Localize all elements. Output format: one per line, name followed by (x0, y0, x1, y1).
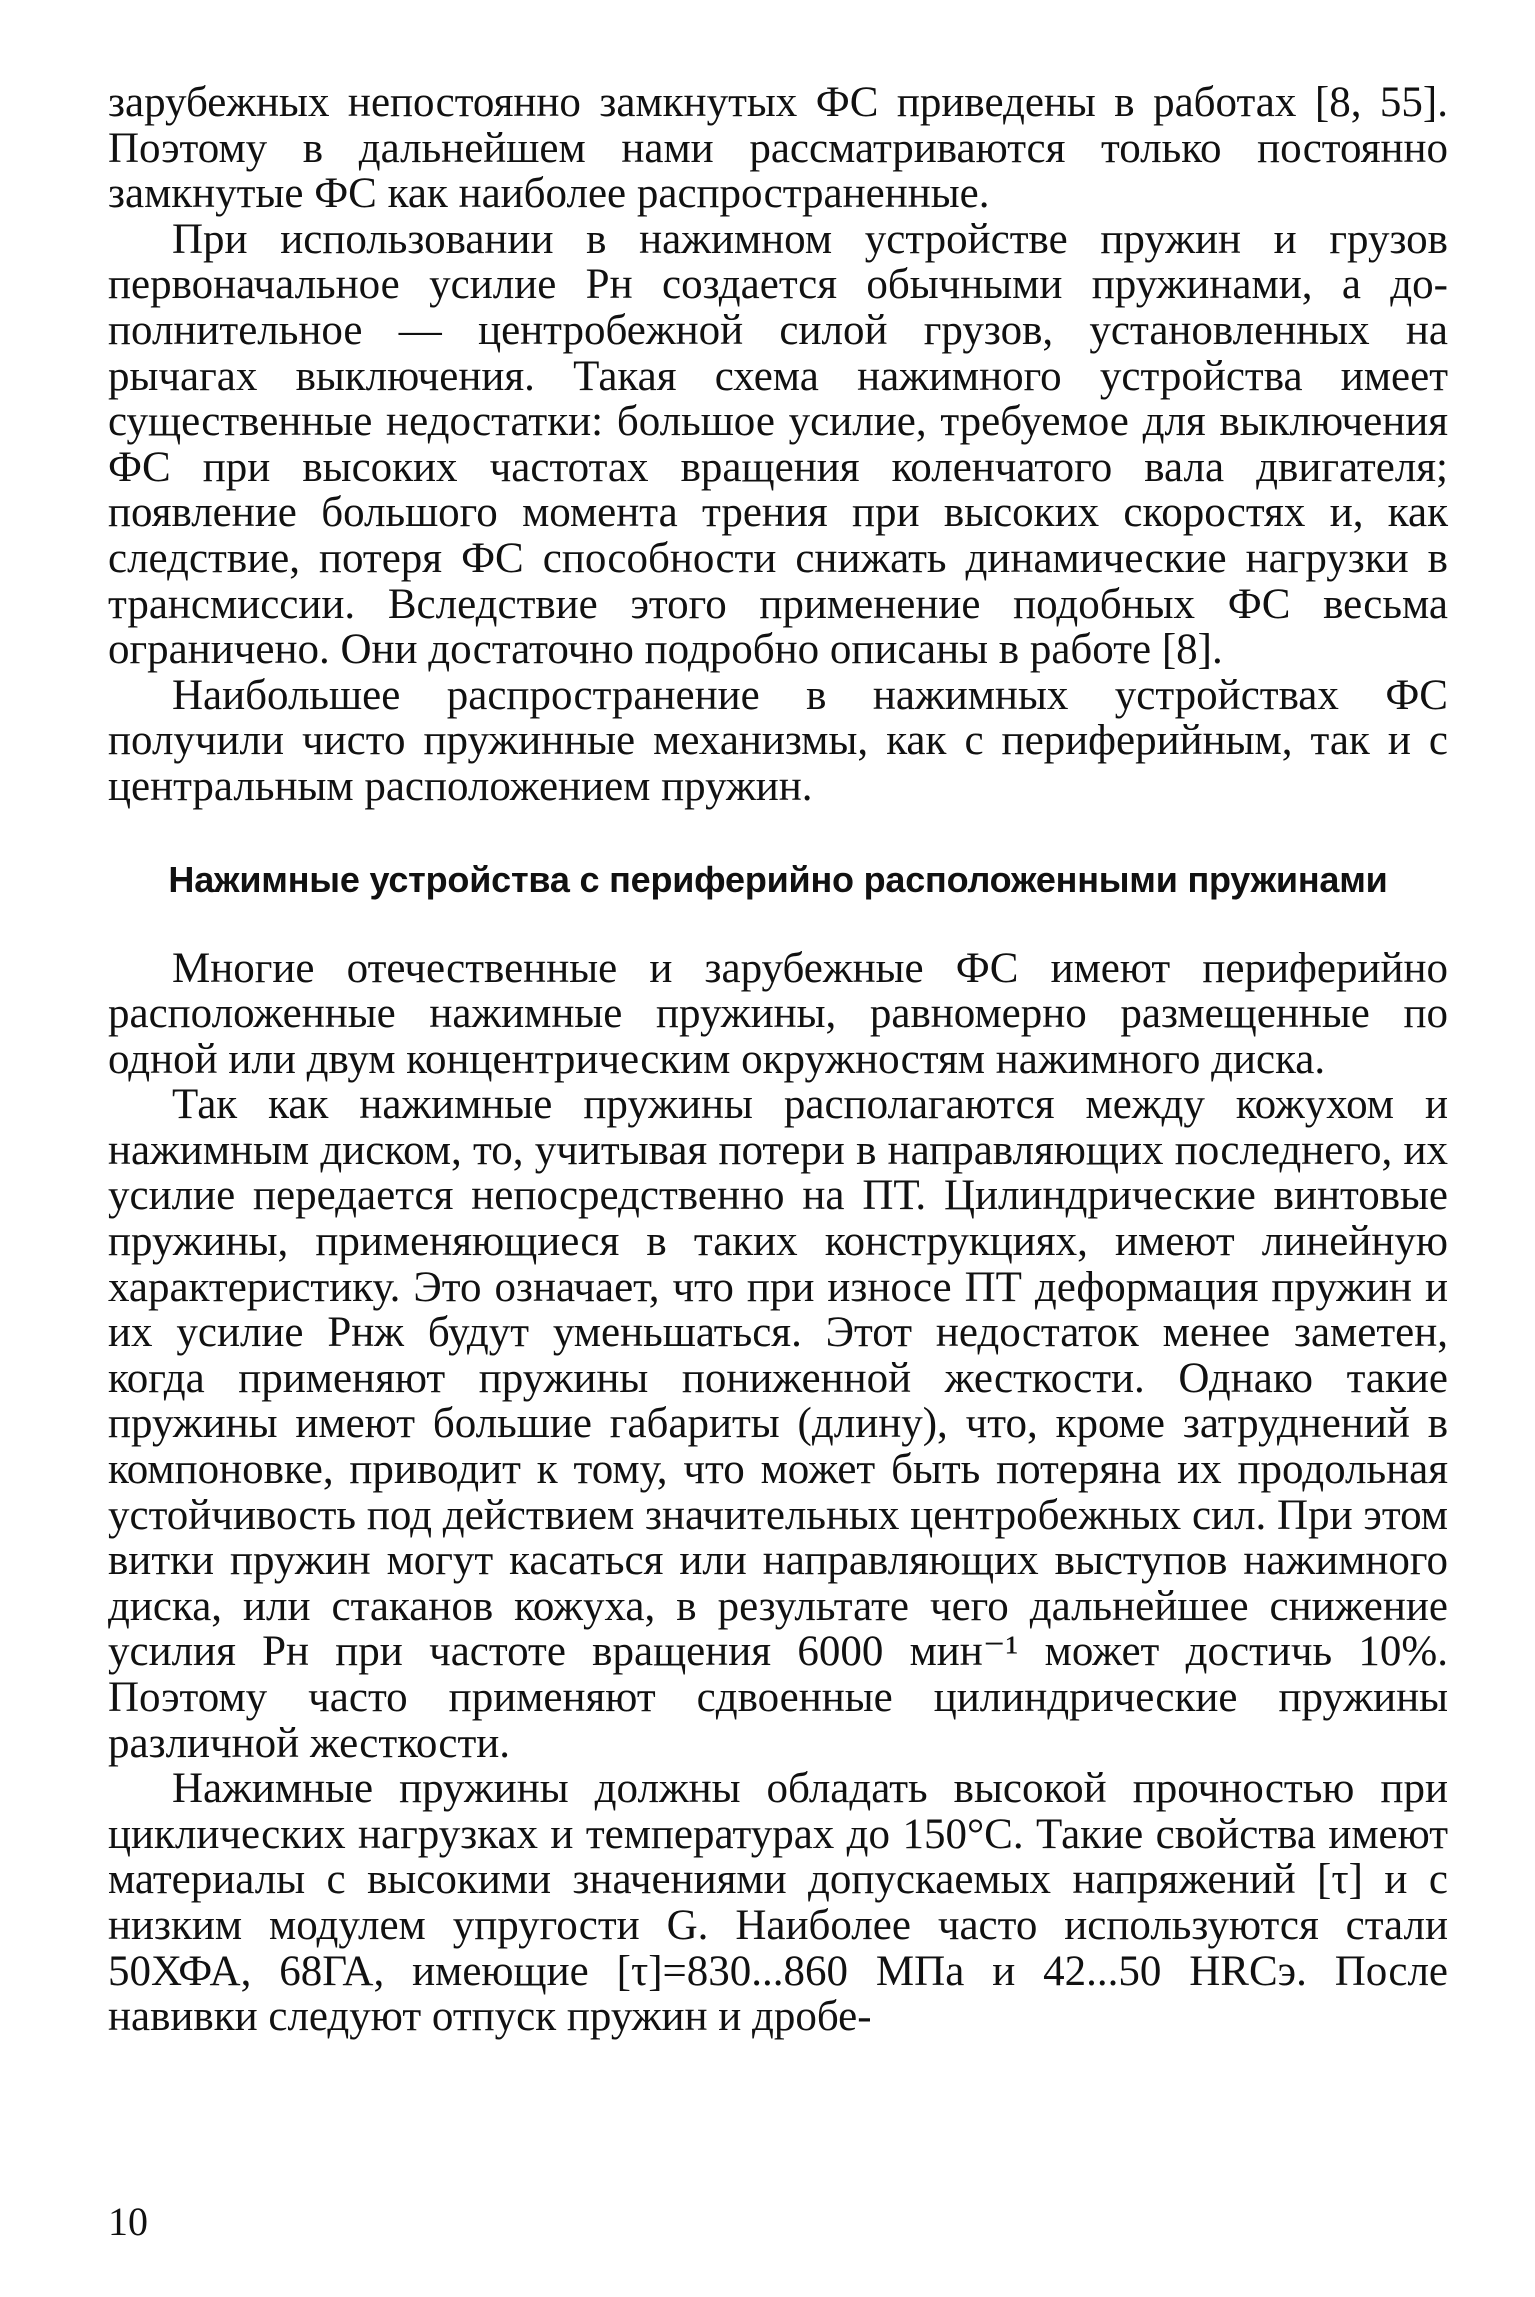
paragraph-spring-materials: Нажимные пружины должны обладать высокой прочностью при циклических нагрузках и температурах до 150°С. Такие свойства имеют материалы с высокими значениями допускаемых напряжений [τ] и с низким модулем упругости G. Наиболее часто используются стали 50ХФА, 68ГА, имеющие [τ]=830...860 МПа и 42...50 HRCэ. После навивки следуют отпуск пружин и дробе- (108, 1765, 1448, 2041)
paragraph-peripheral-springs: Многие отечественные и зарубежные ФС имеют периферийно расположенные нажимные пружины, равномерно размещенные по одной или двум концентрическим окружностям нажимного диска. (108, 944, 1448, 1083)
section-heading: Нажимные устройства с периферийно расположенными пружинами (168, 858, 1388, 900)
page-number: 10 (108, 2199, 148, 2244)
paragraph-continuation: зарубежных непостоянно замкнутых ФС приведены в работах [8, 55]. Поэтому в дальнейшем нами рассматриваются только постоянно замкнутые ФС как наиболее распространенные. (108, 79, 1448, 218)
page-body (108, 80, 1448, 2040)
paragraph-spring-placement: Так как нажимные пружины располагаются между кожухом и нажимным диском, то, учитывая потери в направляющих последнего, их усилие передается непосредственно на ПТ. Цилиндрические винтовые пружины, применяющиеся в таких конструкциях, имеют линейную характеристику. Это означает, что при износе ПТ деформация пружин и их усилие Pнж будут уменьшаться. Этот недостаток менее заметен, когда применяют пружины пониженной жесткости. Однако такие пружины имеют большие габариты (длину), что, кроме затруднений в компоновке, приводит к тому, что может быть потеряна их продольная устойчивость под действием значительных центробежных сил. При этом витки пружин могут касаться или направляющих выступов нажимного диска, или стаканов кожуха, в результате чего дальнейшее снижение усилия Pн при частоте вращения 6000 мин⁻¹ может достичь 10%. Поэтому часто применяют сдвоенные цилиндрические пружины различной жесткости. (108, 1081, 1448, 1767)
paragraph-weights-and-springs: При использовании в нажимном устройстве пружин и грузов первоначальное усилие Pн создается обычными пружинами, а дополнительное — центробежной силой грузов, установленных на рычагах выключения. Такая схема нажимного устройства имеет существенные недостатки: большое усилие, требуемое для выключения ФС при высоких частотах вращения коленчатого вала двигателя; появление большого момента трения при высоких скоростях и, как следствие, потеря ФС способности снижать динамические нагрузки в трансмиссии. Вследствие этого применение подобных ФС весьма ограничено. Они достаточно подробно описаны в работе [8]. (108, 215, 1448, 674)
paragraph-spring-mechanisms: Наибольшее распространение в нажимных устройствах ФС получили чисто пружинные механизмы, как с периферийным, так и с центральным расположением пружин. (108, 671, 1448, 810)
